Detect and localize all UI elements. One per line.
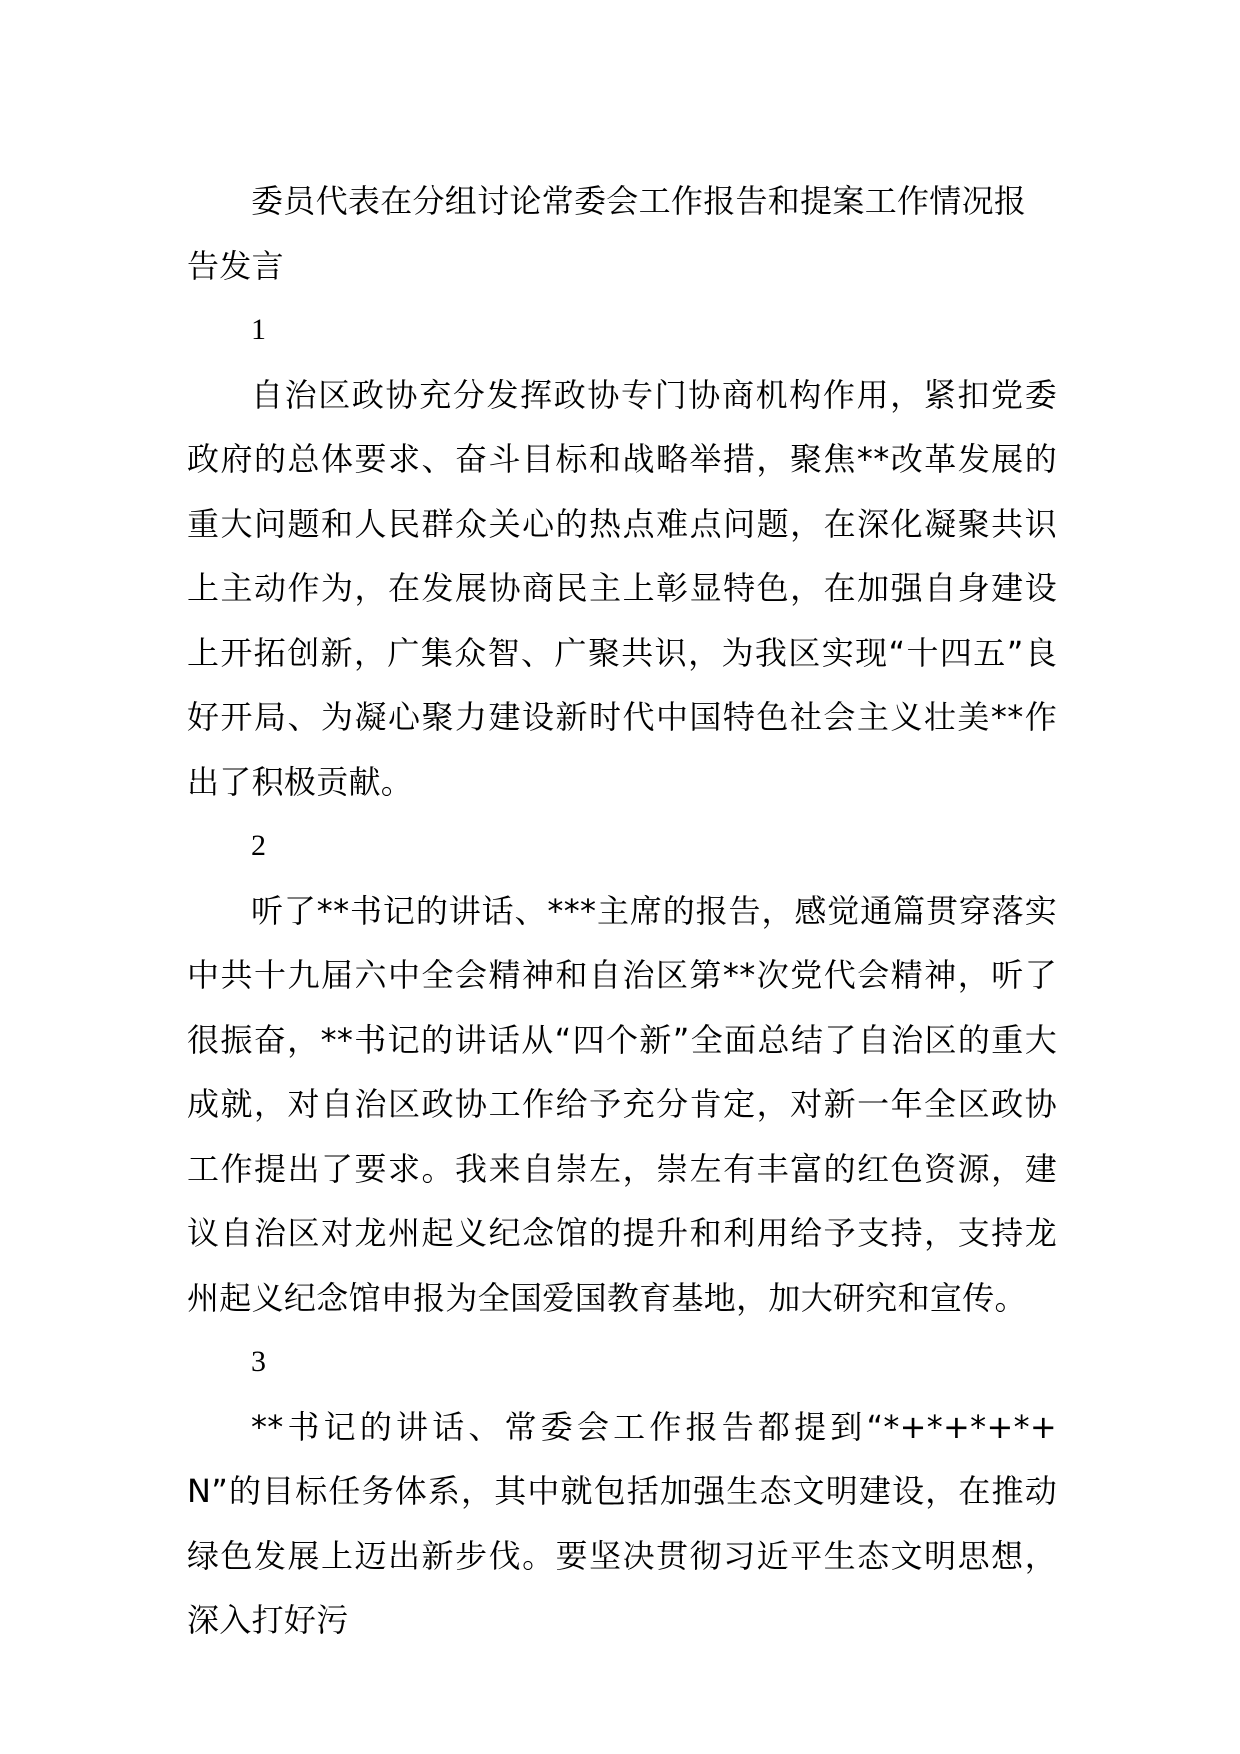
section-number: 1 bbox=[251, 313, 267, 346]
section-number: 2 bbox=[251, 829, 267, 862]
section-paragraph: 听了**书记的讲话、***主席的报告，感觉通篇贯穿落实中共十九届六中全会精神和自治区第**次党代会精神，听了很振奋，**书记的讲话从“四个新”全面总结了自治区的重大成就，对自治区政协工作给予充分肯定，对新一年全区政协工作提出了要求。我来自崇左，崇左有丰富的红色资源，建议自治区对龙州起义纪念馆的提升和利用给予支持，支持龙州起义纪念馆申报为全国爱国教育基地，加大研究和宣传。 bbox=[187, 891, 1057, 1317]
section-paragraph: **书记的讲话、常委会工作报告都提到“*+*+*+*+N”的目标任务体系，其中就包括加强生态文明建设，在推动绿色发展上迈出新步伐。要坚决贯彻习近平生态文明思想，深入打好污 bbox=[187, 1407, 1057, 1639]
document-title: 委员代表在分组讨论常委会工作报告和提案工作情况报告发言 bbox=[187, 182, 1027, 285]
section-number: 3 bbox=[251, 1345, 267, 1378]
section-paragraph: 自治区政协充分发挥政协专门协商机构作用，紧扣党委政府的总体要求、奋斗目标和战略举措，聚焦**改革发展的重大问题和人民群众关心的热点难点问题，在深化凝聚共识上主动作为，在发展协商民主上彰显特色，在加强自身建设上开拓创新，广集众智、广聚共识，为我区实现“十四五”良好开局、为凝心聚力建设新时代中国特色社会主义壮美**作出了积极贡献。 bbox=[187, 375, 1057, 801]
document-body bbox=[187, 169, 1057, 1653]
